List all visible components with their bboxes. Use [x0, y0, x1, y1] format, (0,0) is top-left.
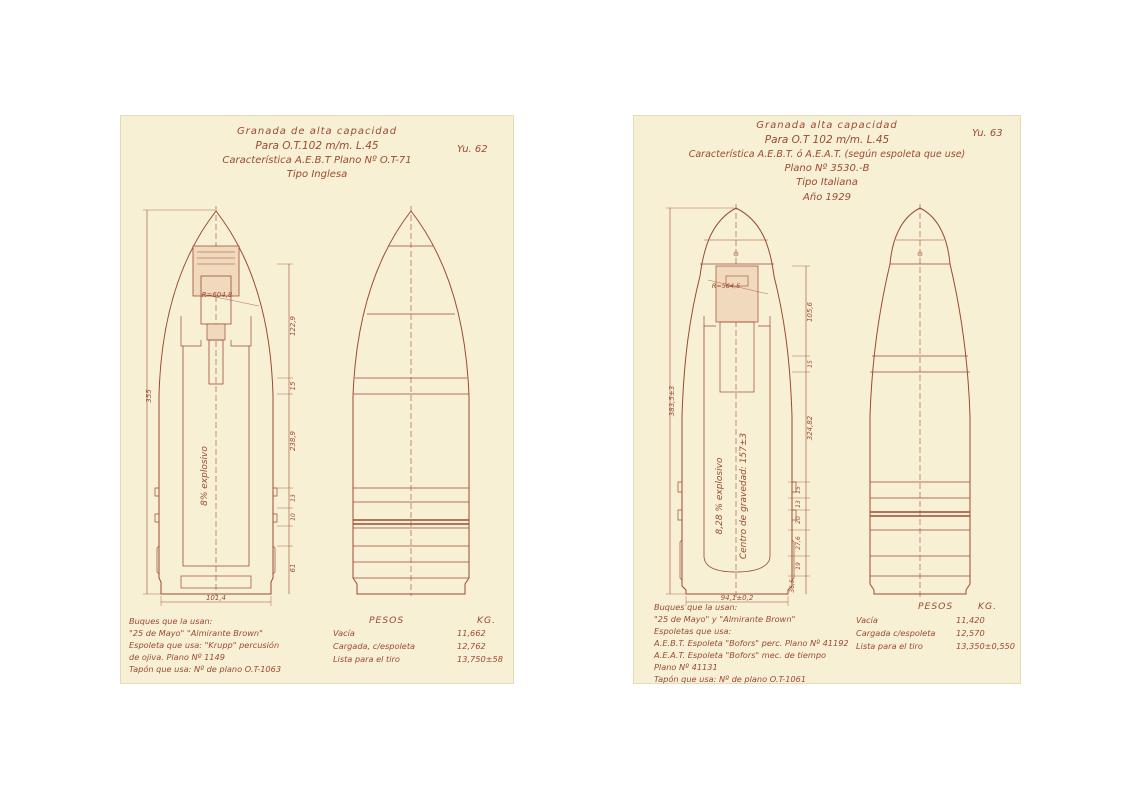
unit-header: KG. — [978, 601, 998, 612]
dim-4: 13 — [290, 494, 297, 502]
dim-diameter: 94,1±0,2 — [720, 594, 754, 602]
drawing-sheet-62 — [121, 116, 513, 683]
weight-row — [856, 627, 1016, 640]
weight-row — [333, 627, 505, 640]
weights-header: PESOS — [918, 601, 954, 612]
weight-value: 12,570 — [956, 628, 985, 638]
weight-label: Cargada, c/espoleta — [333, 641, 416, 651]
dim-8: 19 — [795, 562, 802, 570]
dim-7: 27,6 — [795, 536, 802, 550]
sheet-year: Año 1929 — [803, 192, 851, 203]
plug: Tapón que usa: Nº de plano O.T-1063 — [129, 664, 282, 674]
dim-radius: R=564,5 — [711, 282, 741, 290]
ships-label: Buques que la usan: — [129, 616, 213, 626]
dim-2: 15 — [289, 381, 297, 391]
weight-label: Lista para el tiro — [856, 641, 923, 651]
sheet-type: Tipo Italiana — [796, 177, 858, 188]
weight-row — [856, 640, 1016, 653]
sheet-type: Tipo Inglesa — [286, 169, 348, 180]
weight-value: 13,750±58 — [457, 654, 503, 664]
dim-1: 105,6 — [806, 301, 814, 323]
dim-total-length: 383,5±3 — [668, 385, 676, 417]
weight-row — [333, 640, 505, 653]
sheet-characteristic: Característica A.E.B.T. ó A.E.A.T. (según espoleta que use) — [688, 149, 966, 160]
dim-total-length: 355 — [145, 389, 153, 403]
weight-row — [333, 653, 505, 666]
ships: "25 de Mayo" "Almirante Brown" — [129, 628, 263, 638]
shell-drawing — [634, 116, 1020, 683]
weight-label: Cargada c/espoleta — [856, 628, 936, 638]
weight-value: 11,662 — [457, 628, 486, 638]
explosive-label: 8,28 % explosivo — [715, 457, 725, 535]
dim-5: 10 — [290, 513, 297, 521]
weight-value: 11,420 — [956, 615, 985, 625]
weight-label: Lista para el tiro — [333, 654, 400, 664]
fuze-label: Espoletas que usa: — [654, 626, 732, 636]
sheet-title: Granada alta capacidad — [756, 120, 898, 131]
weight-label: Vacía — [856, 615, 878, 625]
weight-row — [856, 614, 1016, 627]
ships-label: Buques que la usan: — [654, 602, 738, 612]
sheet-subtitle: Para O.T 102 m/m. L.45 — [764, 134, 890, 146]
sheet-characteristic: Característica A.E.B.T Plano Nº O.T-71 — [222, 155, 412, 166]
dim-3: 324,82 — [806, 415, 814, 441]
weights-table — [856, 614, 1016, 653]
ships: "25 de Mayo" y "Almirante Brown" — [654, 614, 796, 624]
dim-left-small: 36,5 — [789, 579, 796, 593]
fuze-line-1: Espoleta que usa: "Krupp" percusión — [129, 640, 280, 650]
dim-diameter: 101,4 — [205, 594, 227, 602]
drawing-sheet-63 — [634, 116, 1020, 683]
gravity-label: Centro de gravedad: 157±3 — [739, 432, 749, 560]
sheet-ref: Yu. 63 — [972, 128, 1003, 139]
unit-header: KG. — [477, 615, 497, 626]
dim-6: 20 — [795, 516, 802, 524]
sheet-ref: Yu. 62 — [457, 144, 488, 155]
fuze-line-3: Plano Nº 41131 — [654, 662, 718, 672]
weight-value: 12,762 — [457, 641, 486, 651]
dim-2: 15 — [807, 360, 814, 368]
explosive-label: 8% explosivo — [200, 446, 210, 506]
fuze-line-1: A.E.B.T. Espoleta "Bofors" perc. Plano Nº 41192 — [654, 638, 849, 648]
plug: Tapón que usa: Nº de plano O.T-1061 — [654, 674, 807, 684]
sheet-plan: Plano Nº 3530.-B — [784, 163, 870, 174]
sheet-title: Granada de alta capacidad — [236, 126, 398, 137]
notes-left — [654, 601, 849, 685]
dim-1: 122,9 — [289, 315, 297, 337]
dim-radius: R=604,8 — [201, 291, 233, 299]
fuze-line-2: de ojiva. Plano Nº 1149 — [129, 652, 225, 662]
weights-header: PESOS — [369, 615, 405, 626]
sheet-subtitle: Para O.T.102 m/m. L.45 — [255, 140, 379, 152]
weight-label: Vacía — [333, 628, 355, 638]
dim-4: 15 — [795, 486, 802, 494]
notes-left — [129, 615, 281, 675]
weights-table — [333, 627, 505, 666]
shell-drawing — [121, 116, 513, 683]
dim-5: 13 — [795, 500, 802, 508]
weight-value: 13,350±0,550 — [956, 641, 1015, 651]
fuze-line-2: A.E.A.T. Espoleta "Bofors" mec. de tiempo — [654, 650, 827, 660]
dim-6: 61 — [289, 563, 297, 573]
dim-3: 238,9 — [289, 430, 297, 452]
